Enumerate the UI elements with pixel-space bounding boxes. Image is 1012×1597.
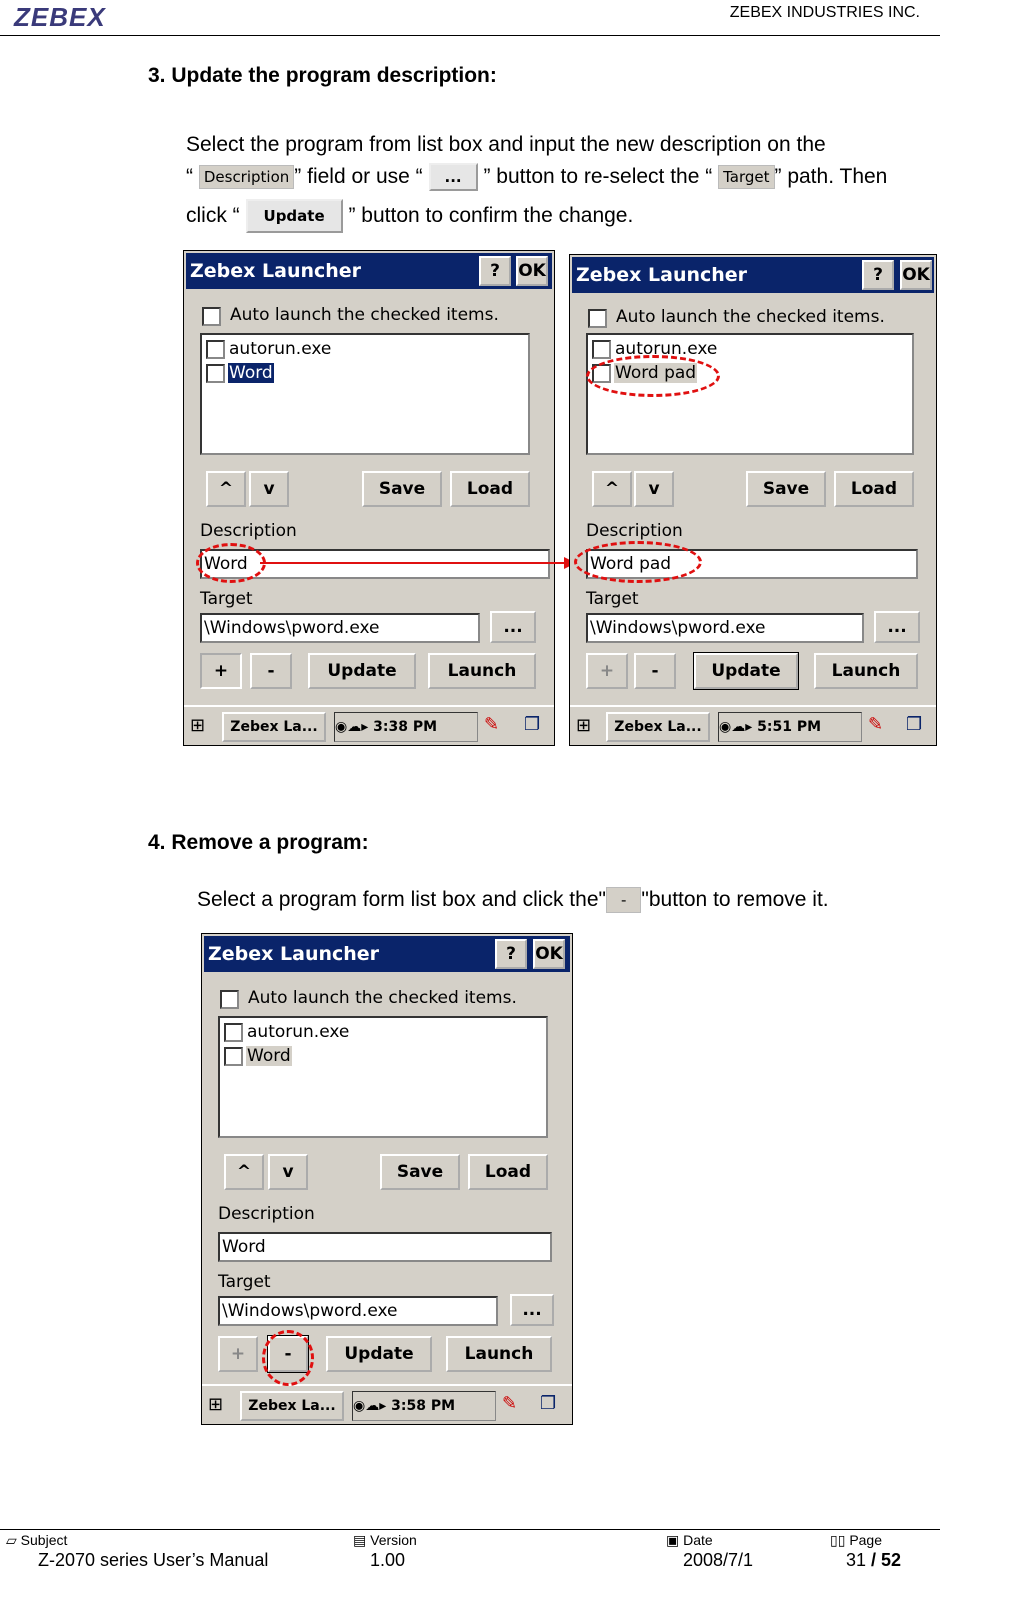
target-field[interactable]: \Windows\pword.exe <box>586 613 864 643</box>
clock: 5:51 PM <box>757 719 822 735</box>
remove-button[interactable]: - <box>250 653 292 689</box>
date-icon: ▣ <box>666 1532 680 1548</box>
add-button[interactable]: + <box>218 1336 258 1372</box>
list-item-selected[interactable]: Word <box>247 1046 291 1066</box>
taskbar-app[interactable]: Zebex La... <box>222 712 326 742</box>
help-button[interactable]: ? <box>479 256 511 286</box>
clock: 3:58 PM <box>391 1398 456 1414</box>
system-tray <box>334 712 478 742</box>
network-icon: ◉☁▸ <box>719 719 753 735</box>
description-field[interactable]: Word <box>200 549 550 579</box>
desktop-icon[interactable]: ❐ <box>524 714 541 735</box>
arrow-icon <box>260 555 580 571</box>
launcher-window-remove <box>201 933 573 1425</box>
auto-launch-checkbox[interactable] <box>588 309 607 328</box>
item-checkbox[interactable] <box>206 340 225 359</box>
footer-subject-label: ▱ Subject <box>6 1532 68 1548</box>
footer-rule <box>0 1529 940 1530</box>
section-4-line: Select a program form list box and click the" - "button to remove it. <box>197 881 829 919</box>
footer-subject: Z-2070 series User’s Manual <box>38 1550 269 1570</box>
move-down-button[interactable]: v <box>268 1154 308 1190</box>
description-label: Description <box>218 1204 315 1224</box>
section-3-line-2: “ Description ” field or use “ ... ” button to re-select the “ Target ” path. Then <box>186 158 887 196</box>
help-button[interactable]: ? <box>495 939 527 969</box>
browse-button[interactable]: ... <box>490 611 536 643</box>
auto-launch-label: Auto launch the checked items. <box>616 307 885 327</box>
section-3-line-1: Select the program from list box and input the new description on the <box>186 133 826 156</box>
taskbar-app[interactable]: Zebex La... <box>240 1391 344 1421</box>
target-label: Target <box>586 589 639 609</box>
network-icon: ◉☁▸ <box>353 1398 387 1414</box>
auto-launch-checkbox[interactable] <box>220 990 239 1009</box>
launch-button[interactable]: Launch <box>446 1336 552 1372</box>
clock: 3:38 PM <box>373 719 438 735</box>
auto-launch-label: Auto launch the checked items. <box>230 305 499 325</box>
taskbar <box>202 1384 572 1424</box>
ok-button[interactable]: OK <box>516 256 548 286</box>
description-field[interactable]: Word <box>218 1232 552 1262</box>
description-label: Description <box>200 521 297 541</box>
auto-launch-checkbox[interactable] <box>202 307 221 326</box>
highlight-ring <box>586 355 720 397</box>
target-chip: Target <box>718 165 774 189</box>
list-item[interactable]: autorun.exe <box>615 339 718 359</box>
list-item[interactable]: autorun.exe <box>247 1022 350 1042</box>
launcher-window-before <box>183 250 555 746</box>
system-tray <box>718 712 862 742</box>
launch-button[interactable]: Launch <box>814 653 918 689</box>
description-chip: Description <box>199 165 294 189</box>
taskbar-app[interactable]: Zebex La... <box>606 712 710 742</box>
save-button[interactable]: Save <box>380 1154 460 1190</box>
network-icon: ◉☁▸ <box>335 719 369 735</box>
target-label: Target <box>218 1272 271 1292</box>
section-3-line-3: click “ Update ” button to confirm the change. <box>186 197 633 235</box>
desktop-icon[interactable]: ❐ <box>540 1393 557 1414</box>
remove-button[interactable]: - <box>634 653 676 689</box>
ok-button[interactable]: OK <box>533 939 565 969</box>
item-checkbox[interactable] <box>206 364 225 383</box>
footer-page-label: ▯▯ Page <box>830 1532 883 1548</box>
item-checkbox[interactable] <box>592 340 611 359</box>
list-item-selected[interactable]: Word pad <box>615 363 697 383</box>
description-field[interactable]: Word pad <box>586 549 918 579</box>
subject-icon: ▱ <box>6 1532 17 1548</box>
update-button[interactable]: Update <box>326 1336 432 1372</box>
update-chip: Update <box>246 199 343 233</box>
taskbar <box>570 705 936 745</box>
input-panel-icon[interactable]: ✎ <box>502 1393 518 1414</box>
list-item-selected[interactable]: Word <box>229 363 273 383</box>
launch-button[interactable]: Launch <box>428 653 536 689</box>
move-up-button[interactable]: ^ <box>206 471 246 507</box>
start-icon[interactable]: ⊞ <box>576 715 592 736</box>
taskbar <box>184 705 554 745</box>
version-icon: ▤ <box>353 1532 367 1548</box>
launcher-window-after <box>569 254 937 746</box>
footer-version: 1.00 <box>370 1550 406 1570</box>
highlight-ring <box>262 1330 314 1386</box>
save-button[interactable]: Save <box>362 471 442 507</box>
header-rule <box>0 35 940 36</box>
item-checkbox[interactable] <box>224 1023 243 1042</box>
start-icon[interactable]: ⊞ <box>190 715 206 736</box>
move-down-button[interactable]: v <box>634 471 674 507</box>
item-checkbox[interactable] <box>224 1047 243 1066</box>
desktop-icon[interactable]: ❐ <box>906 714 923 735</box>
program-listbox[interactable] <box>200 333 530 455</box>
page-icon: ▯▯ <box>830 1532 846 1548</box>
highlight-ring <box>574 541 702 583</box>
load-button[interactable]: Load <box>450 471 530 507</box>
list-item[interactable]: autorun.exe <box>229 339 332 359</box>
browse-button[interactable]: ... <box>874 611 920 643</box>
description-label: Description <box>586 521 683 541</box>
add-button[interactable]: + <box>200 653 242 689</box>
browse-button[interactable]: ... <box>510 1294 554 1326</box>
section-4-heading: 4. Remove a program: <box>148 831 369 854</box>
section-3-heading: 3. Update the program description: <box>148 64 497 87</box>
move-up-button[interactable]: ^ <box>224 1154 264 1190</box>
remove-button[interactable]: - <box>268 1336 308 1372</box>
window-title: Zebex Launcher <box>186 253 552 289</box>
update-button[interactable]: Update <box>694 653 798 689</box>
minus-chip: - <box>606 887 641 913</box>
auto-launch-label: Auto launch the checked items. <box>248 988 517 1008</box>
system-tray <box>352 1391 496 1421</box>
highlight-ring <box>196 543 266 583</box>
program-listbox[interactable] <box>218 1016 548 1138</box>
add-button[interactable]: + <box>586 653 628 689</box>
load-button[interactable]: Load <box>468 1154 548 1190</box>
save-button[interactable]: Save <box>746 471 826 507</box>
load-button[interactable]: Load <box>834 471 914 507</box>
footer-date: 2008/7/1 <box>683 1550 754 1570</box>
update-button[interactable]: Update <box>308 653 416 689</box>
target-label: Target <box>200 589 253 609</box>
target-field[interactable]: \Windows\pword.exe <box>218 1296 498 1326</box>
target-field[interactable]: \Windows\pword.exe <box>200 613 480 643</box>
help-button[interactable]: ? <box>862 260 894 290</box>
footer-page: 31 / 52 <box>846 1550 902 1570</box>
company-name: ZEBEX INDUSTRIES INC. <box>729 4 920 21</box>
footer-date-label: ▣ Date <box>666 1532 713 1548</box>
move-down-button[interactable]: v <box>249 471 289 507</box>
input-panel-icon[interactable]: ✎ <box>868 714 884 735</box>
ok-button[interactable]: OK <box>900 260 932 290</box>
zebex-logo: ZEBEX <box>14 2 106 32</box>
input-panel-icon[interactable]: ✎ <box>484 714 500 735</box>
window-title: Zebex Launcher <box>572 257 934 293</box>
browse-chip: ... <box>429 163 478 191</box>
footer-version-label: ▤ Version <box>353 1532 417 1548</box>
window-title: Zebex Launcher <box>204 936 570 972</box>
start-icon[interactable]: ⊞ <box>208 1394 224 1415</box>
move-up-button[interactable]: ^ <box>592 471 632 507</box>
